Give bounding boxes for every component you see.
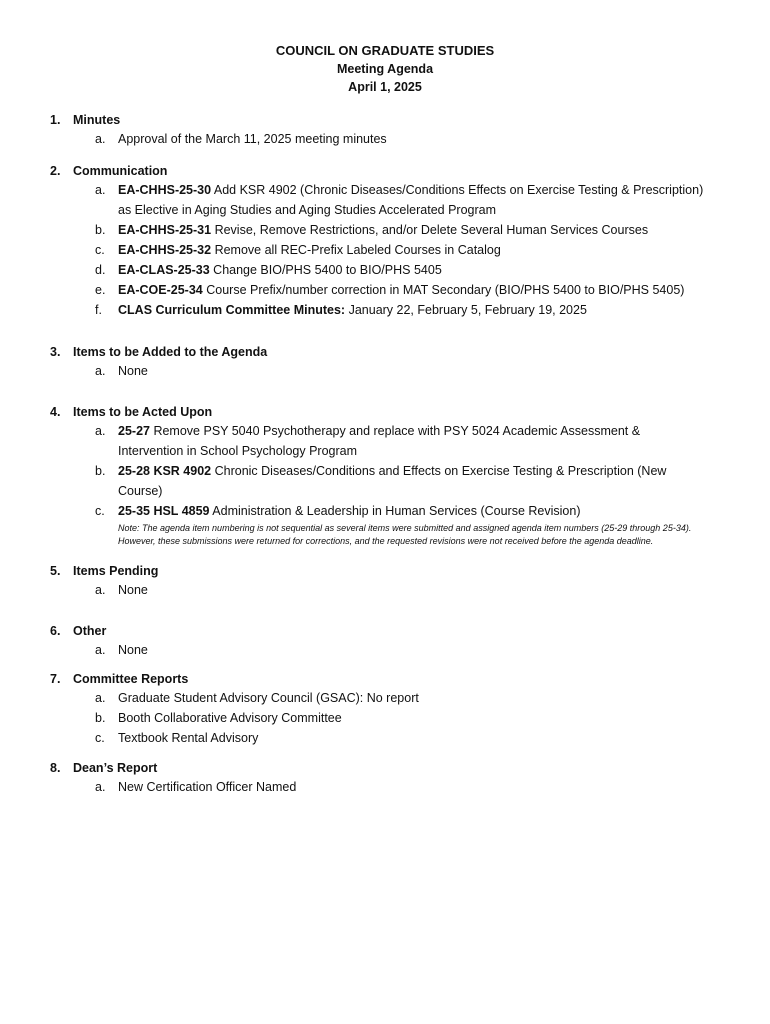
item-letter: e. [95,283,106,297]
meeting-date: April 1, 2025 [348,80,422,94]
section-title: Dean’s Report [73,761,158,775]
item-reference: EA-COE-25-34 [118,283,203,297]
item-text: January 22, February 5, February 19, 2025 [345,303,587,317]
item-letter: b. [95,223,106,237]
agenda-item [0,708,770,728]
section-title: Minutes [73,113,121,127]
item-content [118,280,708,300]
agenda-note: Note: The agenda item numbering is not sequential as several items were submitted and assigned agenda item numbers (25-29 through 25-34). However, these submissions were returned for corrections, and the requested revisions were not received before the agenda deadline. [118,523,692,546]
item-content [118,129,708,149]
item-text: Add KSR 4902 (Chronic Diseases/Conditions Effects on Exercise Testing & Prescription) as Elective in Aging Studies and Aging Studies Accelerated Program [118,183,704,217]
document-title: COUNCIL ON GRADUATE STUDIES [275,43,495,58]
agenda-item [0,728,770,748]
agenda-section [0,622,770,660]
agenda-section [0,111,770,149]
section-number: 3. [50,345,61,359]
agenda-item [0,260,770,280]
section-heading [0,343,770,361]
section-heading [0,670,770,688]
item-text: Approval of the March 11, 2025 meeting minutes [118,132,387,146]
item-reference: CLAS Curriculum Committee Minutes: [118,303,346,317]
item-text: Revise, Remove Restrictions, and/or Delete Several Human Services Courses [211,223,649,237]
section-title: Items Pending [73,564,159,578]
section-heading [0,111,770,129]
agenda-item [0,300,770,320]
item-letter: c. [95,731,105,745]
agenda-item [0,220,770,240]
section-title: Items to be Acted Upon [73,405,213,419]
section-number: 1. [50,113,61,127]
item-content [118,240,708,260]
item-text: Remove PSY 5040 Psychotherapy and replace with PSY 5024 Academic Assessment & Intervention in School Psychology Program [118,424,641,458]
section-heading [0,162,770,180]
item-content [118,728,708,748]
agenda-item [0,580,770,600]
agenda-item [0,129,770,149]
item-content [118,777,708,797]
section-number: 8. [50,761,61,775]
item-text: Remove all REC-Prefix Labeled Courses in Catalog [211,243,501,257]
section-number: 4. [50,405,61,419]
item-content [118,220,708,240]
item-content [118,361,708,381]
agenda-section [0,343,770,381]
item-text: Administration & Leadership in Human Services (Course Revision) [209,504,581,518]
item-content [118,501,708,521]
item-reference: EA-CHHS-25-30 [118,183,212,197]
section-title: Committee Reports [73,672,189,686]
item-letter: a. [95,643,106,657]
item-letter: a. [95,583,106,597]
item-text: Booth Collaborative Advisory Committee [118,711,342,725]
agenda-item [0,240,770,260]
agenda-section [0,759,770,797]
item-letter: a. [95,364,106,378]
agenda-item [0,777,770,797]
item-reference: EA-CHHS-25-31 [118,223,212,237]
item-reference: 25-35 HSL 4859 [118,504,210,518]
agenda-item [0,280,770,300]
section-number: 6. [50,624,61,638]
item-reference: EA-CLAS-25-33 [118,263,210,277]
item-text: New Certification Officer Named [118,780,297,794]
item-letter: c. [95,243,105,257]
item-reference: 25-28 KSR 4902 [118,464,212,478]
agenda-item [0,361,770,381]
item-text: Course Prefix/number correction in MAT Secondary (BIO/PHS 5400 to BIO/PHS 5405) [202,283,685,297]
item-text: Textbook Rental Advisory [118,731,259,745]
item-text: None [118,643,148,657]
section-number: 5. [50,564,61,578]
agenda-item [0,421,770,461]
item-letter: b. [95,711,106,725]
item-letter: d. [95,263,106,277]
item-reference: 25-27 [118,424,150,438]
item-letter: a. [95,424,106,438]
section-heading [0,759,770,777]
section-heading [0,622,770,640]
item-content [118,260,708,280]
agenda-section [0,562,770,600]
item-content [118,300,708,320]
item-content [118,580,708,600]
item-text: Change BIO/PHS 5400 to BIO/PHS 5405 [209,263,442,277]
agenda-item [0,688,770,708]
agenda-item [0,501,770,521]
item-content [118,708,708,728]
agenda-section [0,403,770,548]
section-heading [0,562,770,580]
item-text: None [118,583,148,597]
item-letter: a. [95,691,106,705]
item-content [118,688,708,708]
section-number: 7. [50,672,61,686]
item-content [118,461,708,501]
item-letter: f. [95,303,102,317]
item-text: None [118,364,148,378]
item-letter: a. [95,132,106,146]
agenda-section [0,162,770,320]
item-letter: b. [95,464,106,478]
agenda-item [0,180,770,220]
item-text: Chronic Diseases/Conditions and Effects on Exercise Testing & Prescription (New Course) [118,464,667,498]
agenda-section [0,670,770,748]
document-header [0,42,770,96]
section-title: Other [73,624,107,638]
document-subtitle: Meeting Agenda [336,62,434,76]
item-letter: c. [95,504,105,518]
item-content [118,180,708,220]
section-title: Items to be Added to the Agenda [73,345,268,359]
item-reference: EA-CHHS-25-32 [118,243,212,257]
item-letter: a. [95,183,106,197]
item-letter: a. [95,780,106,794]
agenda-item [0,461,770,501]
item-content [118,421,708,461]
section-number: 2. [50,164,61,178]
section-title: Communication [73,164,168,178]
agenda-item [0,640,770,660]
item-content [118,640,708,660]
item-text: Graduate Student Advisory Council (GSAC): No report [118,691,419,705]
section-heading [0,403,770,421]
